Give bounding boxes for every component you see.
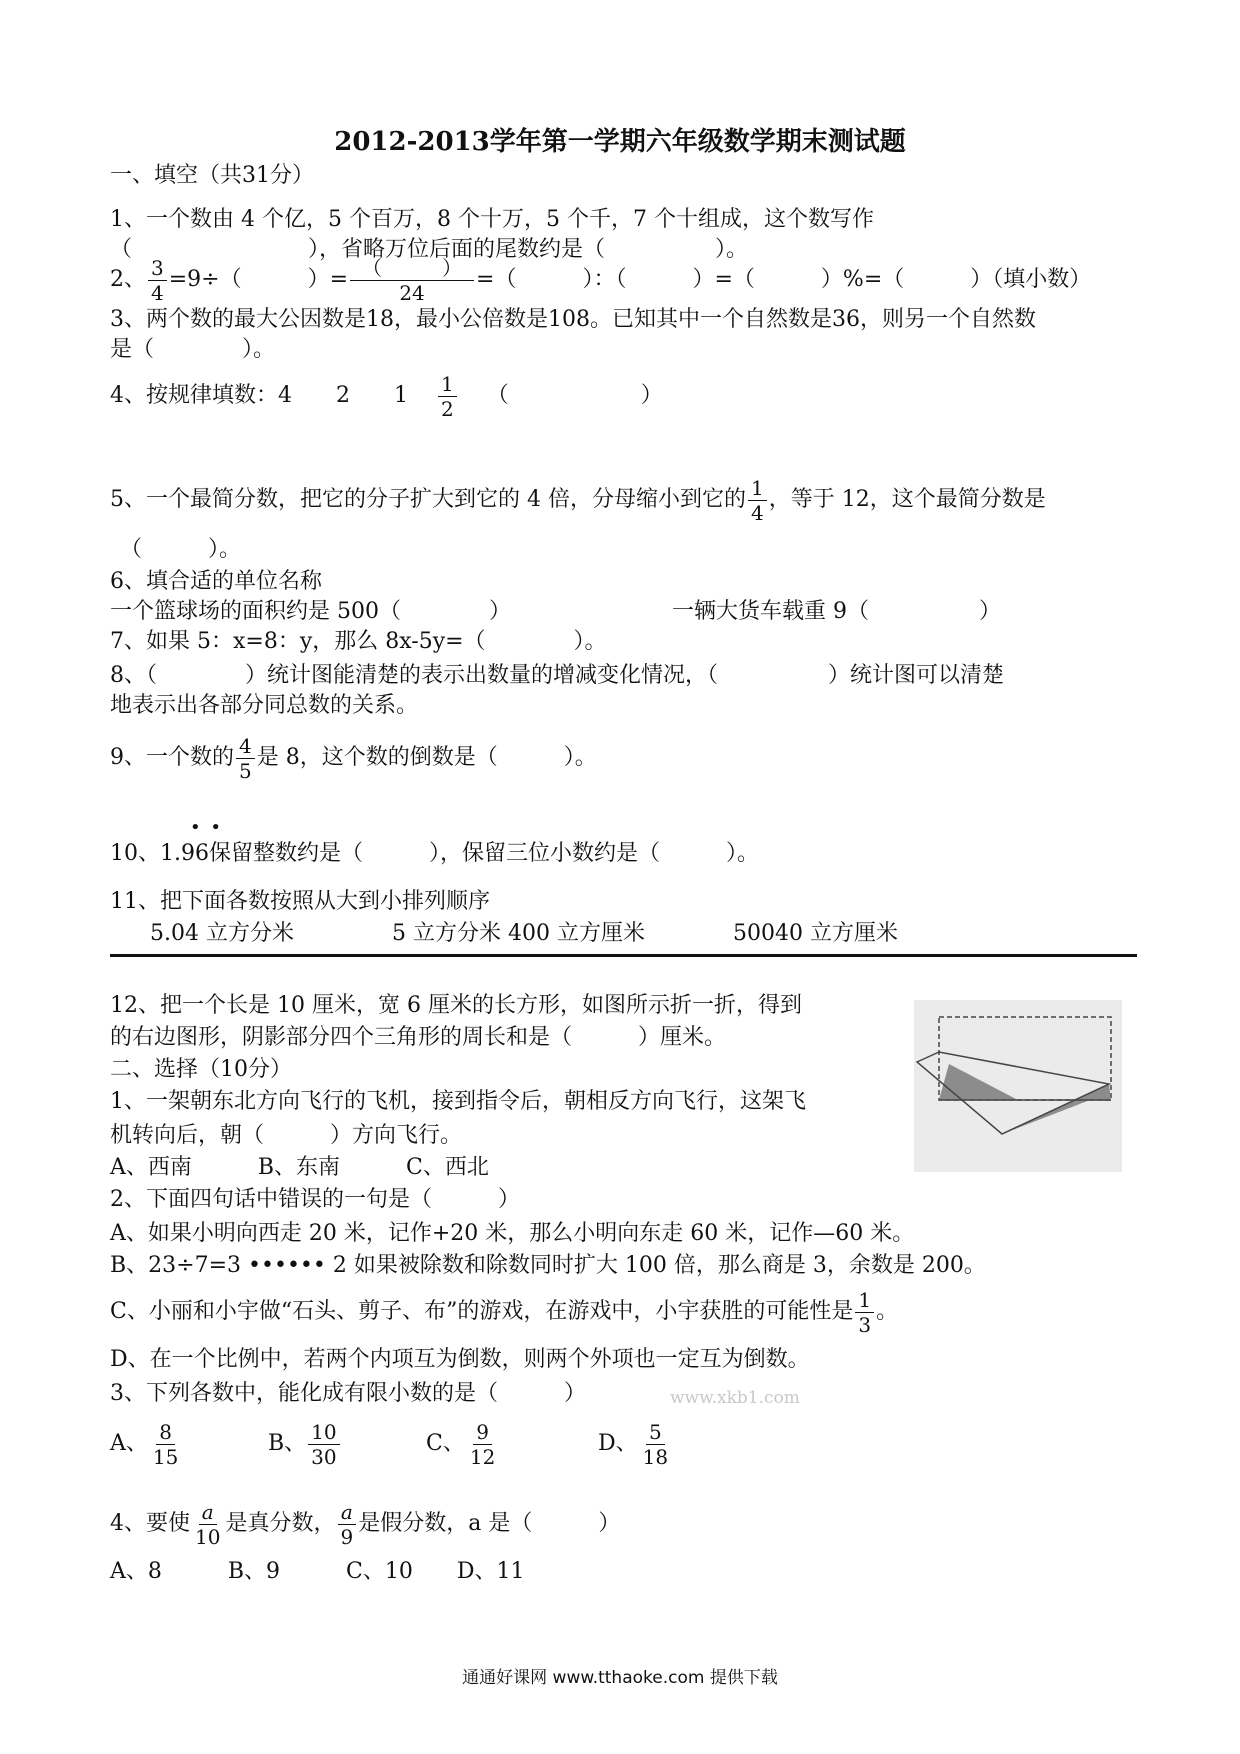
frac-numerator: 3: [148, 256, 167, 281]
s2-q4-options: A、8 B、9 C、10 D、11: [110, 1559, 525, 1584]
q4-fraction-a-10: [192, 1500, 223, 1549]
option-label: A、: [110, 1431, 148, 1456]
frac-numerator: 5: [646, 1420, 665, 1445]
q6-part-a: 一个篮球场的面积约是 500（ ）: [110, 599, 511, 624]
section-1-heading: 一、填空（共31分）: [110, 163, 314, 188]
option-c-end: 。: [876, 1299, 899, 1324]
q2-number: 2、: [110, 267, 146, 292]
frac-numerator: 1: [855, 1288, 874, 1313]
q9-fraction-4-5: [236, 734, 255, 783]
q12-line-2: 的右边图形，阴影部分四个三角形的周长和是（ ）厘米。: [110, 1025, 727, 1050]
frac-numerator: a: [199, 1500, 217, 1525]
s2-q1-line-2: 机转向后，朝（ ）方向飞行。: [110, 1123, 463, 1148]
page-title: 2012-2013学年第一学期六年级数学期末测试题: [334, 127, 906, 157]
q12-line-1: 12、把一个长是 10 厘米，宽 6 厘米的长方形，如图所示折一折，得到: [110, 993, 802, 1018]
option-label: D、: [598, 1431, 638, 1456]
q9-line: [110, 728, 597, 788]
frac-denominator: 9: [340, 1524, 354, 1549]
q5-fraction-1-4: [748, 476, 767, 525]
divider-line: [110, 954, 1137, 957]
frac-denominator: 10: [195, 1524, 221, 1549]
q4-fraction-a-9: [337, 1500, 356, 1549]
q3-line-2: 是（ ）。: [110, 337, 276, 362]
s2-q2-line: 2、下面四句话中错误的一句是（ ）: [110, 1187, 520, 1212]
option-fraction: [308, 1420, 339, 1469]
q2-middle: =9÷（ ）=: [168, 267, 349, 292]
option-fraction: [467, 1420, 498, 1469]
q4-end: 是假分数，a 是（ ）: [358, 1511, 621, 1536]
page-footer: 通通好课网 www.tthaoke.com 提供下载: [462, 1668, 778, 1688]
q10-line: 10、1.96保留整数约是（ ），保留三位小数约是（ ）。: [110, 841, 759, 866]
q11-item-a: 5.04 立方分米: [150, 921, 294, 946]
frac-numerator: 10: [308, 1420, 339, 1445]
frac-numerator: 4: [236, 734, 255, 759]
frac-numerator: 1: [748, 476, 767, 501]
option-a: [110, 1420, 268, 1469]
q6-part-b: 一辆大货车载重 9（ ）: [672, 599, 1001, 624]
q4-line: [110, 366, 663, 426]
option-label: C、: [426, 1431, 465, 1456]
q5-line: [110, 470, 1046, 530]
s2-q1-options: A、西南 B、东南 C、西北: [110, 1155, 489, 1180]
option-c: [426, 1420, 598, 1469]
section-2-heading: 二、选择（10分）: [110, 1057, 292, 1082]
frac-numerator: a: [338, 1500, 356, 1525]
option-c-fraction-1-3: [855, 1288, 874, 1337]
q9-text: 9、一个数的: [110, 745, 234, 770]
frac-numerator: （ ）: [350, 256, 474, 281]
s2-q1-line-1: 1、一架朝东北方向飞行的飞机，接到指令后，朝相反方向飞行，这架飞: [110, 1089, 806, 1114]
q5-text: 5、一个最简分数，把它的分子扩大到它的 4 倍，分母缩小到它的: [110, 487, 746, 512]
frac-numerator: 9: [473, 1420, 492, 1445]
q4-text: 4、要使: [110, 1511, 190, 1536]
s2-q2-option-c: [110, 1282, 898, 1342]
q6-heading: 6、填合适的单位名称: [110, 569, 322, 594]
frac-denominator: 15: [152, 1444, 179, 1469]
frac-denominator: 18: [642, 1444, 669, 1469]
option-fraction: [640, 1420, 671, 1469]
q8-line-1: 8、（ ）统计图能清楚的表示出数量的增减变化情况，（ ）统计图可以清楚: [110, 663, 1005, 688]
q11-line: 11、把下面各数按照从大到小排列顺序: [110, 889, 490, 914]
q1-line-1: 1、一个数由 4 个亿，5 个百万，8 个十万，5 个千，7 个十组成，这个数写作: [110, 207, 874, 232]
q2-rest: =（ ）：（ ）=（ ）%=（ ）（填小数）: [476, 267, 1092, 292]
s2-q2-option-b: B、23÷7=3 •••••• 2 如果被除数和除数同时扩大 100 倍，那么商是 3，余数是 200。: [110, 1253, 986, 1278]
q4-text: 4、按规律填数：4 2 1: [110, 383, 408, 408]
option-label: B、: [268, 1431, 307, 1456]
s2-q3-options: [110, 1412, 673, 1476]
q4-blank: （ ）: [486, 383, 663, 408]
q5-line-2: （ ）。: [120, 537, 242, 562]
q7-line: 7、如果 5：x=8：y，那么 8x-5y=（ ）。: [110, 629, 607, 654]
repeating-decimal-dots: • •: [190, 817, 223, 838]
q8-line-2: 地表示出各部分同总数的关系。: [110, 693, 419, 718]
option-d: [598, 1420, 673, 1469]
option-b: [268, 1420, 426, 1469]
frac-numerator: 8: [156, 1420, 175, 1445]
q4-middle: 是真分数，: [225, 1511, 336, 1536]
frac-denominator: 12: [469, 1444, 496, 1469]
q11-item-b: 5 立方分米 400 立方厘米: [392, 921, 645, 946]
frac-denominator: 2: [441, 396, 454, 421]
q4-fraction-1-2: [438, 372, 457, 421]
option-c-text: C、小丽和小宇做“石头、剪子、布”的游戏，在游戏中，小宇获胜的可能性是: [110, 1299, 854, 1324]
q2-fraction-3-4: [148, 256, 167, 305]
frac-denominator: 5: [239, 758, 252, 783]
folded-rectangle-figure: [914, 1000, 1122, 1172]
frac-denominator: 3: [858, 1312, 872, 1337]
s2-q4-line: [110, 1492, 620, 1556]
s2-q2-option-a: A、如果小明向西走 20 米，记作+20 米，那么小明向东走 60 米，记作—60 米。: [110, 1221, 915, 1246]
frac-denominator: 4: [750, 500, 764, 525]
frac-numerator: 1: [438, 372, 457, 397]
q2-fraction-blank-24: [350, 256, 474, 305]
frac-denominator: 4: [151, 280, 164, 305]
q9-text-end: 是 8，这个数的倒数是（ ）。: [256, 745, 597, 770]
q2-line: [110, 250, 1091, 310]
q11-item-c: 50040 立方厘米: [733, 921, 898, 946]
q1-line-2: （ ），省略万位后面的尾数约是（ ）。: [110, 237, 749, 262]
frac-denominator: 24: [399, 280, 425, 305]
q5-text-end: ，等于 12，这个最简分数是: [768, 487, 1046, 512]
s2-q2-option-d: D、在一个比例中，若两个内项互为倒数，则两个外项也一定互为倒数。: [110, 1347, 810, 1372]
frac-denominator: 30: [311, 1444, 337, 1469]
s2-q3-line: 3、下列各数中，能化成有限小数的是（ ）: [110, 1381, 586, 1406]
q3-line-1: 3、两个数的最大公因数是18，最小公倍数是108。已知其中一个自然数是36，则另一个自然数: [110, 307, 1036, 332]
watermark-text: www.xkb1.com: [670, 1388, 800, 1408]
option-fraction: [150, 1420, 181, 1469]
